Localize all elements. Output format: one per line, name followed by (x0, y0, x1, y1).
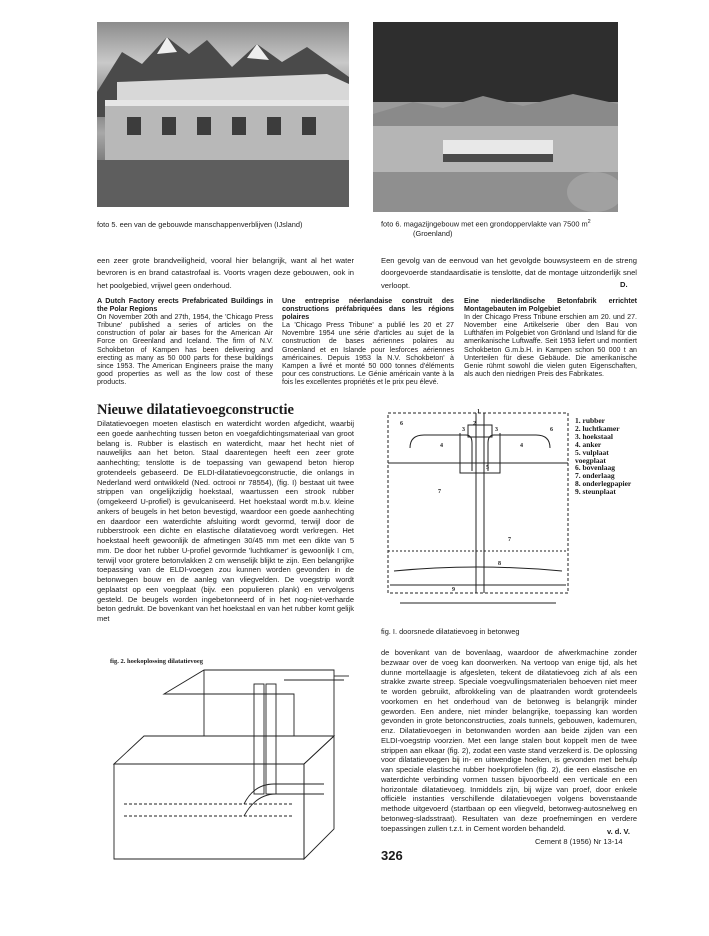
photo-barracks-iceland (97, 22, 349, 207)
fig1-label-2: 2 (473, 421, 476, 427)
fig1-legend (575, 417, 639, 496)
figure-1-cross-section (380, 403, 638, 625)
fig1-label-1: 1 (477, 409, 480, 415)
fig1-legend-item: 7. onderlaag (575, 471, 615, 481)
fig1-label-4b: 4 (520, 443, 523, 449)
fig2-label: fig. 2. hoekoplossing dilatatievoeg (110, 658, 203, 665)
fig1-legend-item: 8. onderlegpapier (575, 479, 632, 489)
photo5-caption: foto 5. een van de gebouwde manschappenverblijven (IJsland) (97, 220, 303, 229)
fig1-legend-item: 4. anker (575, 439, 602, 449)
translation-de-text: In der Chicago Press Tribune erschien am 20. und 27. November eine Artikelserie über den Bau von Lufthäfen im Polgebiet von Grönland und Island für die amerikanische Luftwaffe. Seit 1953 liefert und montiert Schokbeton G.m.b.H. in Kampen schon 50 000 t an Unterteilen für diese Gebäude. Die amerikanische Genie rühmt sowohl die vielen guten Eigenschaften, als auch den niedrigen Preis des Fabrikates. (464, 313, 637, 378)
translation-de (464, 297, 637, 378)
photo6-caption-text: foto 6. magazijngebouw met een grondoppervlakte van 7500 m (381, 219, 588, 229)
photo-warehouse-greenland (373, 22, 618, 212)
fig1-legend-item: 9. steunplaat (575, 487, 616, 497)
translation-fr-title: Une entreprise néerlandaise construit des constructions préfabriquées dans les régions polaires (282, 297, 454, 322)
fig1-label-6b: 6 (550, 427, 553, 433)
translation-de-title: Eine niederländische Betonfabrik errichtet Montagebauten im Polgebiet (464, 297, 637, 314)
translation-fr (282, 297, 454, 386)
fig1-legend-item: 1. rubber (575, 416, 605, 425)
translation-en-title: A Dutch Factory erects Prefabricated Buildings in the Polar Regions (97, 297, 273, 314)
fig1-label-4a: 4 (440, 443, 443, 449)
article-title: Nieuwe dilatatievoegconstructie (97, 402, 294, 418)
intro-right-signature: D. (620, 280, 628, 289)
fig1-legend-item: 3. hoekstaal (575, 431, 613, 441)
photo6-caption-line2: (Groenland) (413, 229, 453, 238)
fig1-label-7a: 7 (438, 489, 441, 495)
fig1-label-7b: 7 (508, 537, 511, 543)
article-left-column: Dilatatievoegen moeten elastisch en waterdicht worden afgedicht, waarbij een goede aanhechting tussen beton en voegafdichtingsmateriaal van groot belang is. Rubber is elastisch en waterdicht, maar het hecht niet of nauwelijks aan het beton. Staal daarentegen heeft een zeer grote aanhechting; tenslotte is de toepassing van gewapend beton hierop grotendeels gebaseerd. De ELDI-dilatatievoegconstructie, die onlangs in Nederland werd ontwikkeld (Ned. octrooi nr 78554), (fig. I) bestaat uit twee strippen van ongelijkzijdig hoekstaal, waartussen een strook rubber (omgekeerd U-profiel) is gevulcaniseerd. Het hoekstaal wordt m.b.v. kleine ankers of beugels in het beton bevestigd, waardoor een goede aanhechting en daardoor een waterdichte afsluiting wordt gevormd, terwijl door de rubberstrook een dichte en elastische dilatatievoeg wordt verkregen. Het hoekstaal heeft gewoonlijk de afmetingen 30/45 mm met een dikte van 5 mm. De door het rubber U-profiel gevormde 'luchtkamer' is gewoonlijk I cm, terwijl voor grotere betonvlakken 2 cm wenselijk blijkt te zijn. Een belangrijke toepassing van de ELDI-voegen zou kunnen worden gevonden in de betonwegen bouw en de aanleg van vliegvelden. De voegstrip wordt geplaatst op een voegplaat (bijv. een populieren plank) en vervolgens gesteld. De beugels worden ingebetonneerd of in het nog-niet-verharde beton gedrukt. De bovenkant van het hoekstaal en van het rubber komt gelijk met (97, 419, 354, 623)
intro-right-text: Een gevolg van de eenvoud van het gevolgde bouwsysteem en de streng doorgevoerde standaardisatie is tenslotte, dat de montage uitzonderlijk snel verloopt. (381, 256, 637, 290)
fig1-label-6a: 6 (400, 421, 403, 427)
translation-en-text: On November 20th and 27th, 1954, the 'Chicago Press Tribune' published a series of articles on the construction of polar air bases for the American Air Force on Greenland and Iceland. The firm of N.V. Schokbeton of Kampen has been delivering and erecting as many as 50 000 parts for these buildings since 1953. The American Engineers praise the many good properties as well as the low cost of these products. (97, 313, 273, 386)
fig1-label-8: 8 (498, 561, 501, 567)
article-signature: v. d. V. (607, 827, 630, 836)
fig1-label-5: 5 (486, 465, 489, 471)
translation-en (97, 297, 273, 386)
fig1-legend-item: 2. luchtkamer (575, 423, 620, 433)
figure-2-corner-joint (104, 654, 366, 868)
fig1-legend-item: 6. bovenlaag (575, 463, 616, 473)
article-right-column: de bovenkant van de bovenlaag, waardoor de afwerkmachine zonder bezwaar over de voeg kan doorwerken. Na vertoop van enige tijd, als het dunne mortellaagje is afgesleten, tekent de dilatatievoeg zich af als een strakke zwarte streep. Speciale voegvullingsmaterialen behoeven niet meer te worden gebruikt, afbrokkeling van de plaatranden wordt grotendeels voorkomen en het onderhoud van de betonweg is belangrijk minder geworden. Een andere, niet minder belangrijke, toepassing kan worden gevonden in grote betonconstructies, zoals tunnels, gebouwen, kademuren, enz. Dilatatievoegen in betonwanden worden aan beide zijden van een ELDI-voegstrip voorzien. Met een lange stalen bout koppelt men de twee strippen aan elkaar (fig. 2), zodat een vaste stand verzekerd is. De oplossing voor dilatatievoegen bij in- en uitwendige hoeken, is gevonden met behulp van speciale elastische rubber hoekprofielen (fig. 2), die een elastische en waterdichte verbinding vormen tussen bijvoorbeeld een verticale en een horizontale dilatatievoeg. Inmiddels zijn, bij wijze van proef, door enkele officiële instanties verschillende dilatatievoegen volgens bovenstaande methode uitgevoerd (startbaan op een vliegveld, betonweg-autosnelweg en betonweg-sladsstraat). Resultaten van deze proefnemingen en verdere toepassingen zullen t.z.t. in Cement worden behandeld. (381, 648, 637, 833)
fig1-label-3a: 3 (462, 427, 465, 433)
fig1-caption: fig. I. doorsnede dilatatievoeg in betonweg (381, 627, 520, 636)
page-number: 326 (381, 848, 403, 863)
photo6-caption-sup: 2 (587, 219, 591, 225)
translation-fr-text: La 'Chicago Press Tribune' a publié les 20 et 27 Novembre 1954 une série d'articles au sujet de la construction de bases aériennes polaires au Groenland et en Islande pour lesforces aériennes américaines. Depuis 1953 la N.V. Schokbeton' à Kampen a livré et monté 50 000 tonnes d'éléments pour ces constructions. Le Génie américain vante à la fois les excellentes propriétés et le prix peu élevé. (282, 321, 454, 386)
source-reference: Cement 8 (1956) Nr 13-14 (535, 837, 623, 846)
fig1-label-3b: 3 (495, 427, 498, 433)
fig1-legend-item: 5. vulplaat voegplaat (575, 447, 609, 465)
fig1-label-9: 9 (452, 587, 455, 593)
intro-left-text: een zeer grote brandveiligheid, vooral hier belangrijk, want al het water bevroren is en brand catastrofaal is. Voorts vragen deze gebouwen, ook in het poolgebied, vrijwel geen onderhoud. (97, 256, 354, 290)
photo6-caption (381, 218, 636, 228)
